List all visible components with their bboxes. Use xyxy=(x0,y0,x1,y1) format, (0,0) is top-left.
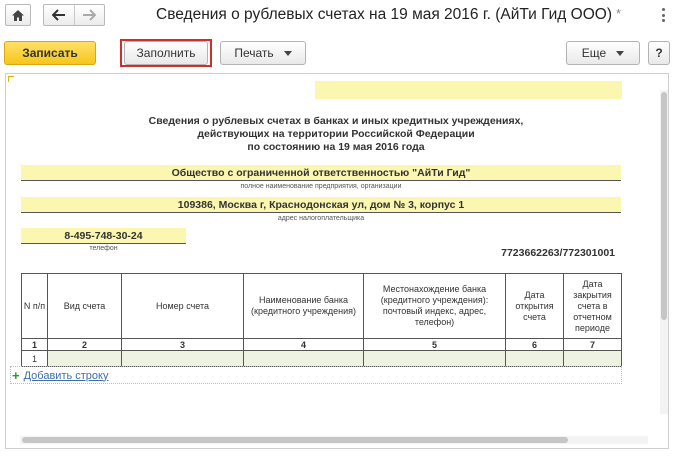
organization-name-caption: полное наименование предприятия, организации xyxy=(240,183,402,190)
forward-button[interactable] xyxy=(74,5,105,25)
column-number: 4 xyxy=(244,339,364,351)
row-number-cell: 1 xyxy=(22,351,48,367)
column-number: 1 xyxy=(22,339,48,351)
close-date-cell[interactable] xyxy=(564,351,622,367)
cell-cursor xyxy=(8,76,14,82)
horizontal-scrollbar[interactable] xyxy=(20,436,648,444)
phone-field[interactable]: 8-495-748-30-24 xyxy=(21,228,186,244)
back-button[interactable] xyxy=(44,5,74,25)
window-title-text: Сведения о рублевых счетах на 19 мая 2016 г. (АйТи Гид ООО) xyxy=(156,6,612,23)
open-date-cell[interactable] xyxy=(506,351,564,367)
report-document xyxy=(5,73,669,449)
window-menu-icon[interactable] xyxy=(656,8,670,22)
more-button-label: Еще xyxy=(581,46,607,60)
column-header: Дата открытия счета xyxy=(506,274,564,339)
phone-caption: телефон xyxy=(89,245,118,252)
command-bar xyxy=(0,38,676,68)
column-number: 3 xyxy=(122,339,244,351)
fill-button[interactable]: Заполнить xyxy=(124,41,208,65)
inn-kpp-value: 7723662263/772301001 xyxy=(501,247,615,259)
column-number: 2 xyxy=(48,339,122,351)
arrow-right-icon xyxy=(82,9,96,21)
column-header: Местонахождение банка (кредитного учреждения): почтовый индекс, адрес, телефон) xyxy=(364,274,506,339)
history-navigation xyxy=(43,4,105,26)
add-row-label: Добавить строку xyxy=(23,369,109,382)
bank-name-cell[interactable] xyxy=(244,351,364,367)
vertical-scroll-thumb[interactable] xyxy=(661,92,667,320)
print-button-label: Печать xyxy=(234,46,274,60)
help-button[interactable]: ? xyxy=(648,41,670,65)
chevron-down-icon xyxy=(616,51,624,56)
add-row-link[interactable] xyxy=(12,368,108,383)
window-header xyxy=(0,0,676,32)
column-header: N п/п xyxy=(22,274,48,339)
account-number-cell[interactable] xyxy=(122,351,244,367)
save-button[interactable]: Записать xyxy=(4,41,96,65)
table-row xyxy=(22,351,622,367)
column-number: 5 xyxy=(364,339,506,351)
print-button[interactable] xyxy=(220,41,306,65)
accounts-table xyxy=(21,273,622,367)
organization-name-field[interactable]: Общество с ограниченной ответственностью "АйТи Гид" xyxy=(21,165,621,181)
home-icon xyxy=(11,9,25,22)
address-field[interactable]: 109386, Москва г, Краснодонская ул, дом № 3, корпус 1 xyxy=(21,197,621,213)
bank-location-cell[interactable] xyxy=(364,351,506,367)
column-number: 7 xyxy=(564,339,622,351)
column-header: Номер счета xyxy=(122,274,244,339)
chevron-down-icon xyxy=(284,51,292,56)
vertical-scrollbar[interactable] xyxy=(660,90,668,414)
column-header: Дата закрытия счета в отчетном периоде xyxy=(564,274,622,339)
arrow-left-icon xyxy=(52,9,66,21)
home-button[interactable] xyxy=(5,4,31,26)
column-header: Наименование банка (кредитного учреждения) xyxy=(244,274,364,339)
more-button[interactable] xyxy=(566,41,640,65)
account-type-cell[interactable] xyxy=(48,351,122,367)
report-caption-line3: по состоянию на 19 мая 2016 года xyxy=(247,141,425,153)
column-header: Вид счета xyxy=(48,274,122,339)
column-number: 6 xyxy=(506,339,564,351)
address-caption: адрес налогоплательщика xyxy=(277,215,365,222)
report-caption-line1: Сведения о рублевых счетах в банках и иных кредитных учреждениях, xyxy=(148,115,524,127)
horizontal-scroll-thumb[interactable] xyxy=(22,437,568,443)
window-title xyxy=(156,6,621,24)
modified-marker: * xyxy=(616,6,622,21)
table-header-row xyxy=(22,274,622,339)
header-input-field[interactable] xyxy=(315,81,622,99)
report-caption-line2: действующих на территории Российской Федерации xyxy=(197,128,475,140)
column-number-row xyxy=(22,339,622,351)
plus-icon: + xyxy=(12,368,20,383)
